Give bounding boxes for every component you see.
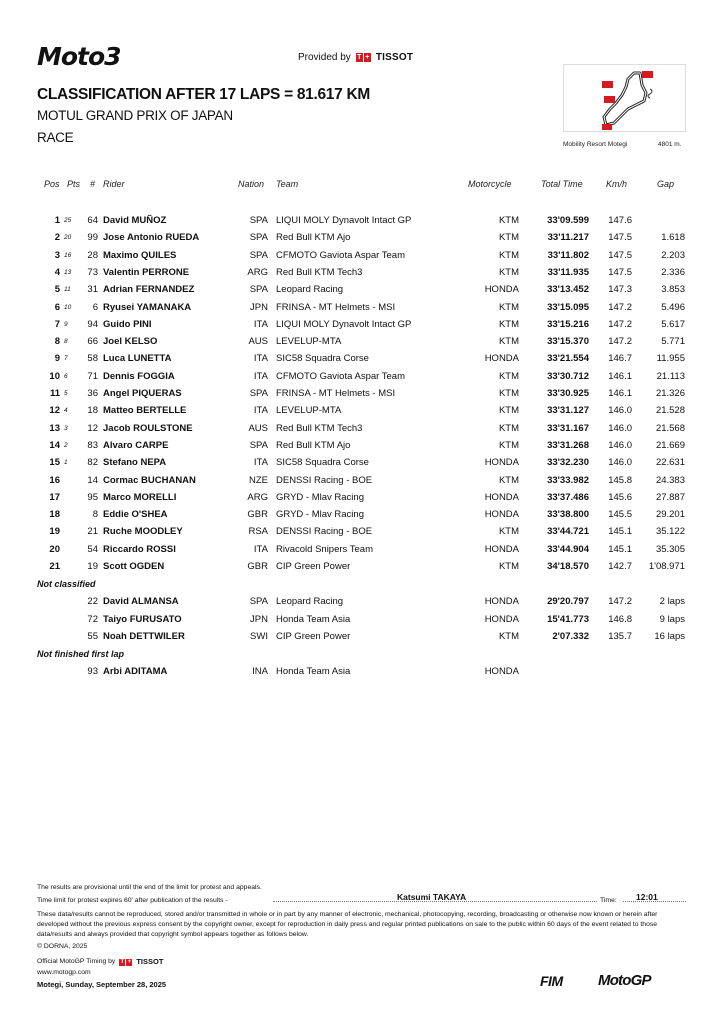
position: 13 (49, 422, 60, 434)
rider-number: 54 (87, 543, 98, 555)
rider-number: 14 (87, 474, 98, 486)
rider-number: 55 (87, 630, 98, 642)
motorcycle: KTM (498, 439, 519, 451)
team-name: SIC58 Squadra Corse (276, 353, 369, 365)
gap: 5.496 (661, 301, 685, 313)
provided-by-label: Provided by (298, 52, 351, 63)
rider-name: Eddie O'SHEA (103, 509, 168, 521)
rider-name: Joel KELSO (103, 336, 158, 348)
team-name: FRINSA - MT Helmets - MSI (276, 301, 396, 313)
total-time: 33'31.167 (547, 422, 589, 434)
total-time: 34'18.570 (547, 561, 589, 572)
col-pos: Pos (44, 179, 60, 189)
rider-number: 6 (92, 301, 98, 313)
team-name: Leopard Racing (276, 284, 344, 296)
points: 6 (64, 372, 68, 380)
rider-name: Maximo QUILES (103, 249, 177, 261)
total-time: 2'07.332 (552, 630, 589, 642)
col-pts: Pts (67, 179, 81, 189)
motorcycle: KTM (498, 215, 519, 226)
total-time: 33'11.217 (547, 232, 589, 244)
rider-number: 31 (87, 284, 98, 296)
table-row (0, 544, 723, 561)
nation: SPA (249, 232, 268, 244)
rider-number: 8 (92, 509, 98, 521)
team-name: Red Bull KTM Ajo (276, 232, 351, 244)
table-row (0, 614, 723, 631)
total-time: 33'15.370 (547, 336, 589, 348)
points: 7 (64, 355, 68, 363)
table-row (0, 371, 723, 388)
total-time: 33'30.712 (547, 370, 589, 382)
motorcycle: HONDA (484, 353, 519, 365)
circuit-map-icon (564, 65, 685, 131)
total-time: 33'11.935 (547, 266, 589, 278)
nation: GBR (247, 561, 268, 572)
table-row (0, 509, 723, 526)
speed-kmh: 146.0 (608, 422, 632, 434)
table-row (0, 319, 723, 336)
rider-number: 82 (87, 457, 98, 469)
speed-kmh: 145.1 (608, 526, 632, 538)
speed-kmh: 146.8 (608, 613, 632, 625)
nation: AUS (248, 336, 268, 348)
rider-number: 83 (87, 439, 98, 451)
motorcycle: KTM (498, 301, 519, 313)
rider-name: Jacob ROULSTONE (103, 422, 193, 434)
nation: ITA (253, 370, 268, 382)
gap: 35.305 (655, 543, 685, 555)
motorcycle: HONDA (484, 666, 519, 678)
rider-number: 95 (87, 491, 98, 503)
table-row (0, 405, 723, 422)
speed-kmh: 147.2 (608, 301, 632, 313)
gap: 5.617 (661, 318, 685, 330)
gap: 1'08.971 (648, 561, 685, 572)
col-team: Team (276, 179, 299, 189)
rider-number: 93 (87, 666, 98, 678)
position: 16 (49, 474, 60, 486)
col-nation: Nation (238, 179, 265, 189)
gap: 24.383 (655, 474, 685, 486)
speed-kmh: 145.1 (608, 543, 632, 555)
speed-kmh: 135.7 (608, 630, 632, 642)
motorcycle: KTM (498, 318, 519, 330)
rider-number: 21 (87, 526, 98, 538)
team-name: LEVELUP-MTA (276, 336, 342, 348)
gap: 5.771 (661, 336, 685, 348)
gap: 21.669 (655, 439, 685, 451)
total-time: 33'13.452 (547, 284, 589, 296)
nation: ITA (253, 405, 268, 417)
position: 20 (49, 543, 60, 555)
table-row (0, 336, 723, 353)
gap: 21.528 (655, 405, 685, 417)
page-title: CLASSIFICATION AFTER 17 LAPS = 81.617 KM (37, 86, 370, 103)
nation: ITA (253, 457, 268, 469)
not-classified-heading: Not classified (37, 579, 96, 590)
gap: 27.887 (655, 491, 685, 503)
table-row (0, 284, 723, 301)
speed-kmh: 145.5 (608, 509, 632, 521)
points: 1 (64, 459, 68, 467)
nation: SPA (249, 215, 268, 226)
rider-name: Valentin PERRONE (103, 266, 190, 278)
gap: 21.113 (656, 370, 685, 382)
col-gap: Gap (657, 179, 675, 189)
position: 9 (54, 353, 60, 365)
motorcycle: KTM (498, 630, 519, 642)
rider-name: David MUÑOZ (103, 215, 167, 226)
nation: JPN (250, 613, 268, 625)
team-name: LEVELUP-MTA (276, 405, 342, 417)
table-row (0, 250, 723, 267)
team-name: DENSSI Racing - BOE (276, 474, 373, 486)
rider-name: Dennis FOGGIA (103, 370, 175, 382)
position: 11 (49, 388, 60, 399)
position: 5 (54, 284, 60, 296)
motorcycle: KTM (498, 232, 519, 244)
motorcycle: KTM (498, 526, 519, 538)
nation: JPN (250, 301, 268, 313)
gap: 2 laps (659, 596, 685, 608)
motorcycle: KTM (498, 370, 519, 382)
rider-name: Cormac BUCHANAN (103, 474, 196, 486)
col-rider: Rider (103, 179, 125, 189)
total-time: 33'30.925 (547, 388, 589, 399)
speed-kmh: 147.5 (608, 232, 632, 244)
speed-kmh: 146.1 (608, 370, 632, 382)
gap: 2.203 (661, 249, 685, 261)
motorcycle: KTM (498, 388, 519, 399)
official-timing (37, 957, 163, 967)
team-name: Red Bull KTM Tech3 (276, 266, 363, 278)
points: 3 (64, 424, 68, 432)
gap: 35.122 (655, 526, 685, 538)
motorcycle: HONDA (484, 491, 519, 503)
total-time: 33'21.554 (547, 353, 589, 365)
team-name: Honda Team Asia (276, 613, 351, 625)
points: 20 (64, 234, 72, 242)
motorcycle: KTM (498, 249, 519, 261)
total-time: 33'44.721 (547, 526, 589, 538)
nation: ITA (253, 543, 268, 555)
team-name: CFMOTO Gaviota Aspar Team (276, 249, 405, 261)
rider-name: Taiyo FURUSATO (103, 613, 182, 625)
gap: 3.853 (661, 284, 685, 296)
speed-kmh: 146.0 (608, 457, 632, 469)
position: 10 (49, 370, 60, 382)
table-row (0, 215, 723, 232)
rider-number: 72 (87, 613, 98, 625)
nation: SPA (249, 439, 268, 451)
rider-name: Matteo BERTELLE (103, 405, 187, 417)
total-time: 33'09.599 (547, 215, 589, 226)
table-row (0, 302, 723, 319)
nation: ITA (253, 353, 268, 365)
circuit-map (563, 64, 686, 132)
rider-number: 22 (87, 596, 98, 608)
speed-kmh: 146.1 (608, 388, 632, 399)
rider-number: 73 (87, 266, 98, 278)
total-time: 33'33.982 (547, 474, 589, 486)
points: 2 (64, 441, 68, 449)
table-row (0, 232, 723, 249)
team-name: SIC58 Squadra Corse (276, 457, 369, 469)
table-row (0, 596, 723, 613)
rider-number: 19 (87, 561, 98, 572)
nation: RSA (248, 526, 268, 538)
table-row (0, 492, 723, 509)
protest-note: Time limit for protest expires 60' after publication of the results - (37, 897, 228, 904)
speed-kmh: 142.7 (608, 561, 632, 572)
session-name: RACE (37, 130, 74, 145)
speed-kmh: 147.5 (608, 266, 632, 278)
position: 6 (54, 301, 60, 313)
total-time: 33'15.095 (547, 301, 589, 313)
speed-kmh: 147.6 (608, 215, 632, 226)
position: 17 (49, 491, 60, 503)
table-row (0, 666, 723, 683)
gap: 29.201 (655, 509, 685, 521)
speed-kmh: 145.6 (608, 491, 632, 503)
rider-name: Marco MORELLI (103, 491, 177, 503)
nation: ARG (247, 491, 268, 503)
table-row (0, 457, 723, 474)
points: 11 (64, 286, 71, 294)
gap: 21.326 (655, 388, 685, 399)
total-time: 33'15.216 (547, 318, 589, 330)
rider-name: Adrian FERNANDEZ (103, 284, 195, 296)
total-time: 33'38.800 (547, 509, 589, 521)
moto3-logo: Moto3 (37, 42, 121, 71)
team-name: FRINSA - MT Helmets - MSI (276, 388, 396, 399)
team-name: GRYD - Mlav Racing (276, 491, 364, 503)
total-time: 33'11.802 (547, 249, 589, 261)
circuit-name: Mobility Resort Motegi (563, 141, 628, 148)
rider-number: 71 (87, 370, 98, 382)
team-name: CIP Green Power (276, 561, 351, 572)
rider-name: Riccardo ROSSI (103, 543, 176, 555)
position: 12 (49, 405, 60, 417)
motorcycle: KTM (498, 405, 519, 417)
place-date: Motegi, Sunday, September 28, 2025 (37, 980, 167, 989)
tissot-brand: TISSOT (375, 52, 414, 63)
time-label: Time: (600, 897, 617, 904)
rider-name: Scott OGDEN (103, 561, 165, 572)
website-link[interactable]: www.motogp.com (37, 969, 91, 976)
total-time: 33'31.127 (547, 405, 589, 417)
nation: ARG (247, 266, 268, 278)
table-row (0, 423, 723, 440)
table-row (0, 388, 723, 405)
signatory: Katsumi TAKAYA (397, 892, 467, 902)
col-motorcycle: Motorcycle (468, 179, 512, 189)
points: 8 (64, 338, 68, 346)
circuit-length: 4801 m. (658, 141, 682, 148)
rider-name: Noah DETTWILER (103, 630, 185, 642)
motorcycle: HONDA (484, 509, 519, 521)
rider-name: Angel PIQUERAS (103, 388, 182, 399)
publication-time: 12:01 (636, 892, 658, 902)
rider-number: 18 (87, 405, 98, 417)
table-row (0, 631, 723, 648)
nation: SPA (249, 284, 268, 296)
points: 9 (64, 320, 68, 328)
table-row (0, 526, 723, 543)
position: 3 (54, 249, 60, 261)
tissot-cross-icon: T + (357, 54, 370, 61)
motorcycle: KTM (498, 336, 519, 348)
team-name: Rivacold Snipers Team (276, 543, 373, 555)
event-name: MOTUL GRAND PRIX OF JAPAN (37, 108, 233, 123)
motorcycle: HONDA (484, 596, 519, 608)
rider-name: Arbi ADITAMA (103, 666, 168, 678)
team-name: Red Bull KTM Ajo (276, 439, 351, 451)
timing-brand: TISSOT (136, 957, 164, 966)
gap: 16 laps (654, 630, 685, 642)
position: 4 (54, 266, 60, 278)
speed-kmh: 147.2 (608, 336, 632, 348)
copyright-note: These data/results cannot be reproduced, stored and/or transmitted in whole or in part by any manner of electronic, mechanical, photocopying, recording, broadcasting or otherwise now known or herein after developed without the previous express consent by the copyright owner, except for reproduction in daily press and regular printed publications on sale to the public within 60 days of the event related to those data/results and always provided that copyright symbol appears together as follows below. (37, 911, 658, 938)
team-name: CFMOTO Gaviota Aspar Team (276, 370, 405, 382)
rider-name: Luca LUNETTA (103, 353, 172, 365)
rider-number: 99 (87, 232, 98, 244)
points: 5 (64, 390, 68, 397)
provided-by (298, 52, 413, 63)
rider-name: Ryusei YAMANAKA (103, 301, 192, 313)
rider-number: 94 (87, 318, 98, 330)
position: 21 (49, 561, 60, 572)
motorcycle: KTM (498, 422, 519, 434)
motorcycle: HONDA (484, 457, 519, 469)
team-name: Red Bull KTM Tech3 (276, 422, 363, 434)
table-row (0, 267, 723, 284)
rider-number: 66 (87, 336, 98, 348)
speed-kmh: 146.0 (608, 439, 632, 451)
team-name: Honda Team Asia (276, 666, 351, 678)
rider-name: Ruche MOODLEY (103, 526, 183, 538)
rider-name: Alvaro CARPE (103, 439, 169, 451)
speed-kmh: 147.3 (608, 284, 632, 296)
total-time: 29'20.797 (547, 596, 589, 608)
motorcycle: KTM (498, 561, 519, 572)
fim-logo: FIM (540, 973, 563, 989)
table-row (0, 475, 723, 492)
speed-kmh: 147.2 (608, 318, 632, 330)
team-name: DENSSI Racing - BOE (276, 526, 373, 538)
not-finished-heading: Not finished first lap (37, 649, 125, 660)
rider-number: 58 (87, 353, 98, 365)
total-time: 33'32.230 (547, 457, 589, 469)
points: 10 (64, 303, 72, 311)
speed-kmh: 146.0 (608, 405, 632, 417)
total-time: 33'31.268 (547, 439, 589, 451)
gap: 21.568 (655, 422, 685, 434)
gap: 22.631 (655, 457, 685, 469)
table-row (0, 440, 723, 457)
total-time: 33'37.486 (547, 491, 589, 503)
rider-name: Jose Antonio RUEDA (103, 232, 200, 244)
motorcycle: KTM (498, 266, 519, 278)
rider-number: 12 (87, 422, 98, 434)
rider-number: 28 (87, 249, 98, 261)
nation: SPA (249, 596, 268, 608)
dorna-copyright: © DORNA, 2025 (37, 943, 88, 950)
col-num: # (90, 179, 96, 189)
position: 19 (49, 526, 60, 538)
motorcycle: HONDA (484, 284, 519, 296)
motorcycle: HONDA (484, 543, 519, 555)
nation: SPA (249, 249, 268, 261)
nation: NZE (249, 474, 268, 486)
table-row (0, 561, 723, 578)
nation: SPA (249, 388, 268, 399)
team-name: CIP Green Power (276, 630, 351, 642)
points: 13 (64, 268, 72, 276)
position: 8 (54, 336, 60, 348)
team-name: Leopard Racing (276, 596, 344, 608)
rider-name: Stefano NEPA (103, 457, 167, 469)
col-kmh: Km/h (606, 179, 628, 189)
nation: INA (252, 666, 268, 678)
position: 14 (49, 439, 60, 451)
rider-number: 64 (87, 215, 98, 226)
position: 7 (54, 318, 60, 330)
motorcycle: HONDA (484, 613, 519, 625)
nation: SWI (250, 630, 268, 642)
total-time: 33'44.904 (547, 543, 589, 555)
speed-kmh: 145.8 (608, 474, 632, 486)
position: 1 (54, 215, 60, 226)
points: 16 (64, 251, 72, 259)
col-total-time: Total Time (541, 179, 583, 189)
team-name: LIQUI MOLY Dynavolt Intact GP (276, 318, 412, 330)
gap: 9 laps (659, 613, 685, 625)
nation: AUS (248, 422, 268, 434)
nation: GBR (247, 509, 268, 521)
tissot-cross-icon: T + (120, 958, 132, 965)
speed-kmh: 147.2 (608, 596, 632, 608)
position: 2 (54, 232, 60, 244)
speed-kmh: 146.7 (608, 353, 632, 365)
rider-name: David ALMANSA (103, 596, 179, 608)
speed-kmh: 147.5 (608, 249, 632, 261)
provisional-note: The results are provisional until the end of the limit for protest and appeals. (37, 884, 262, 891)
gap: 1.618 (661, 232, 685, 244)
official-timing-label: Official MotoGP Timing by (37, 958, 116, 965)
motorcycle: KTM (498, 474, 519, 486)
motogp-logo: MotoGP (598, 972, 651, 989)
total-time: 15'41.773 (547, 613, 589, 625)
rider-name: Guido PINI (103, 318, 152, 330)
gap: 11.955 (656, 353, 685, 365)
nation: ITA (253, 318, 268, 330)
points: 4 (64, 407, 68, 415)
position: 15 (49, 457, 60, 469)
rider-number: 36 (87, 388, 98, 399)
gap: 2.336 (661, 266, 685, 278)
position: 18 (49, 509, 60, 521)
points: 25 (64, 217, 72, 224)
team-name: LIQUI MOLY Dynavolt Intact GP (276, 215, 412, 226)
team-name: GRYD - Mlav Racing (276, 509, 364, 521)
table-row (0, 353, 723, 370)
